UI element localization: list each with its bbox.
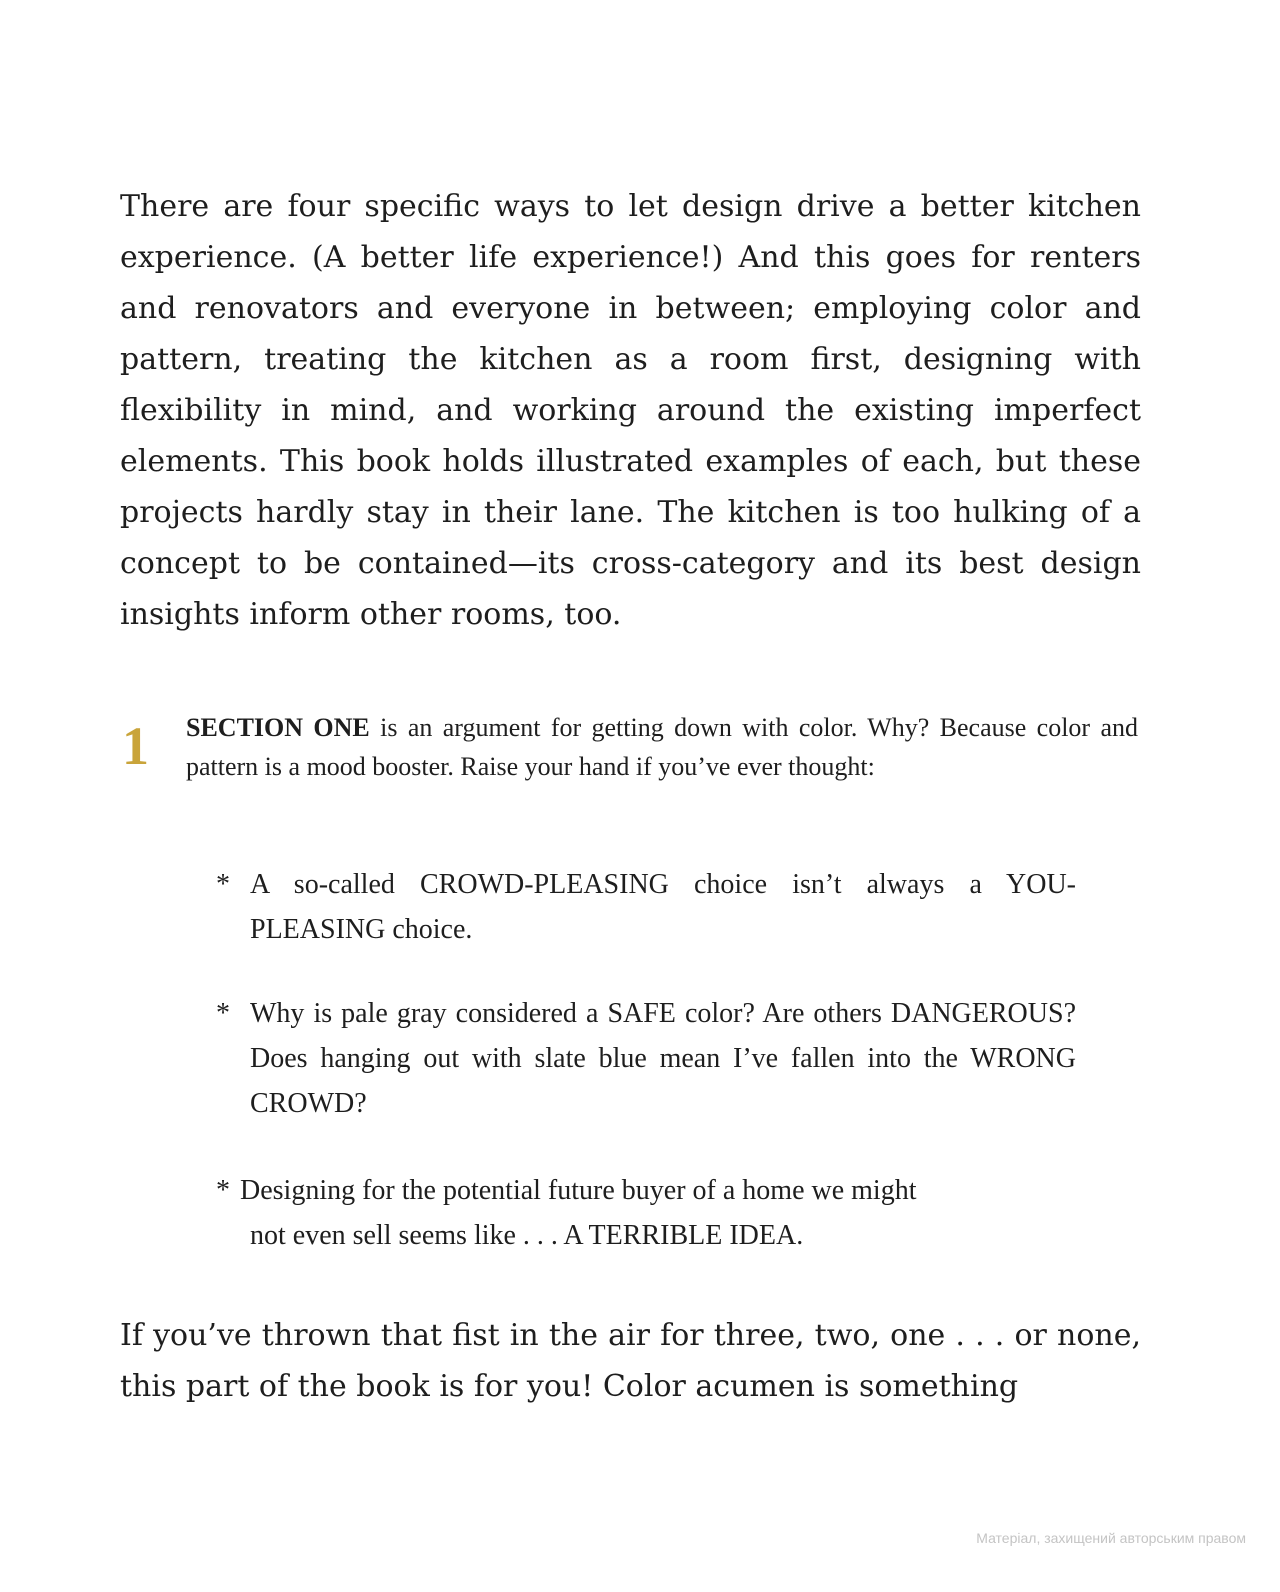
bullet-marker: * [216, 1175, 230, 1206]
bullet-item [216, 991, 1076, 1126]
bullet-item [216, 862, 1076, 952]
bullet-item [216, 1168, 1076, 1258]
bullet-text-line-2: not even sell seems like . . . A TERRIBLE IDEA. [250, 1220, 804, 1251]
bullet-text-line-1: Designing for the potential future buyer of a home we might [240, 1175, 917, 1206]
bullet-text: A so-called CROWD-PLEASING choice isn’t always a YOU-PLEASING choice. [250, 869, 1076, 945]
bullet-marker: * [216, 869, 230, 900]
bullet-text: Why is pale gray considered a SAFE color? Are others DANGEROUS? Does hanging out with slate blue mean I’ve fallen into the WRONG CROWD? [250, 998, 1076, 1119]
section-intro-text: is an argument for getting down with color. Why? Because color and pattern is a mood booster. Raise your hand if you’ve ever thought: [186, 713, 1138, 781]
outro-paragraph: If you’ve thrown that fist in the air for three, two, one . . . or none, this part of the book is for you! Color acumen is something [120, 1318, 1141, 1404]
section-number: 1 [122, 716, 149, 776]
section-lead: SECTION ONE [186, 713, 370, 742]
intro-paragraph: There are four specific ways to let design drive a better kitchen experience. (A better life experience!) And this goes for renters and renovators and everyone in between; employing color and pattern, treating the kitchen as a room first, designing with flexibility in mind, and working around the existing imperfect elements. This book holds illustrated examples of each, but these projects hardly stay in their lane. The kitchen is too hulking of a concept to be contained—its cross-category and its best design insights inform other rooms, too. [120, 189, 1141, 632]
bullet-marker: * [216, 998, 230, 1029]
copyright-watermark: Матеріал, захищений авторським правом [976, 1530, 1246, 1546]
section-intro [186, 708, 1138, 786]
